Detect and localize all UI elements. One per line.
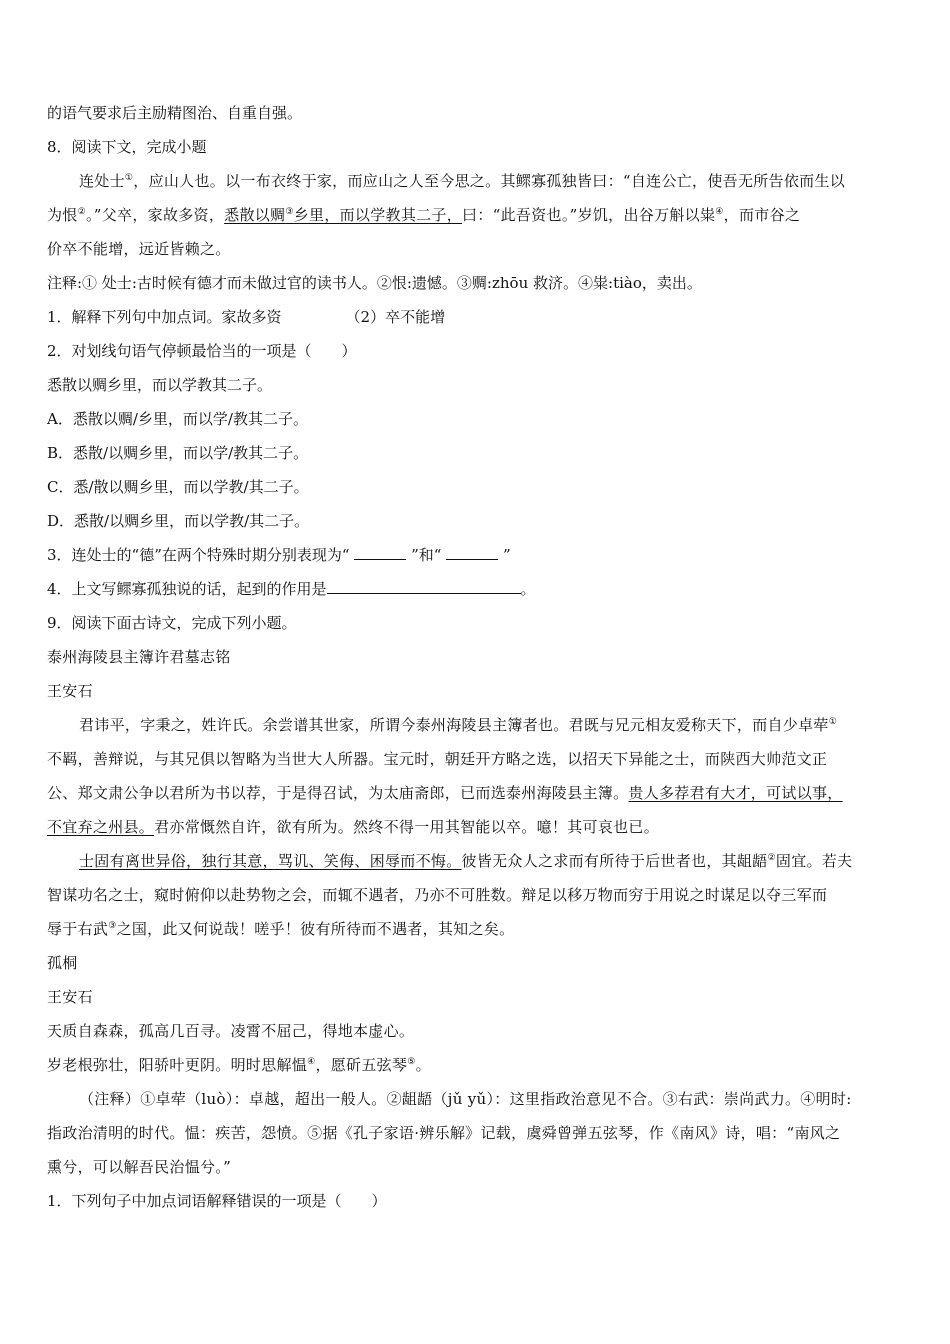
underlined-sentence: 士固有离世异俗，独行其意，骂讥、笑侮、困辱而不悔。	[79, 852, 462, 870]
passage-1-line-1: 连处士①，应山人也。以一布衣终于家，而应山之人至今思之。其鳏寡孤独皆曰：“自连公亡，使吾无所告依而生以	[79, 172, 846, 190]
poem-title: 孤桐	[47, 954, 78, 972]
essay-line-4: 不宜弃之州县。君亦常慨然自许，欲有所为。然终不得一用其智能以卒。噫！其可哀也已。	[47, 818, 660, 836]
answer-blank[interactable]	[327, 575, 521, 594]
note-2-line-2: 指政治清明的时代。愠：疾苦，怨愤。⑤据《孔子家语·辨乐解》记载，虞舜曾弹五弦琴，作《南风》诗，唱：“南风之	[47, 1124, 841, 1142]
question-9-title: 9．阅读下面古诗文，完成下列小题。	[47, 614, 297, 632]
essay-line-5: 士固有离世异俗，独行其意，骂讥、笑侮、困辱而不悔。彼皆无众人之求而有所待于后世者也，其龃龉②固宜。若夫	[79, 852, 853, 870]
poem-author: 王安石	[47, 988, 93, 1006]
document-page	[47, 96, 907, 1218]
question-9-1: 1．下列句子中加点词语解释错误的一项是（ ）	[47, 1192, 387, 1210]
question-4: 4．上文写鳏寡孤独说的话，起到的作用是 。	[47, 572, 907, 606]
question-3: 3．连处士的“德”在两个特殊时期分别表现为“ ”和“ ”	[47, 538, 907, 572]
essay-line-1: 君讳平，字秉之，姓许氏。余尝谱其世家，所谓今泰州海陵县主簿者也。君既与兄元相友爱称天下，而自少卓荦①	[79, 716, 838, 734]
text-line: 的语气要求后主励精图治、自重自强。	[47, 104, 303, 122]
option-c: C．悉/散以赒乡里，而以学教/其二子。	[47, 478, 309, 496]
note-1: 注释:① 处士:古时候有德才而未做过官的读书人。②恨:遗憾。③赒:zhōu 救济。④粜:tiào，卖出。	[47, 274, 702, 292]
underlined-sentence: 贵人多荐君有大才，可试以事，	[628, 784, 843, 802]
essay-line-2: 不羁，善辩说，与其兄俱以智略为当世大人所器。宝元时，朝廷开方略之选，以招天下异能之士，而陕西大帅范文正	[47, 750, 828, 768]
question-2-sentence: 悉散以赒乡里，而以学教其二子。	[47, 376, 273, 394]
passage-1-line-3: 价卒不能增，远近皆赖之。	[47, 240, 231, 258]
question-8-title: 8．阅读下文，完成小题	[47, 138, 207, 156]
question-2: 2．对划线句语气停顿最恰当的一项是（ ）	[47, 342, 357, 360]
option-b: B．悉散/以赒乡里，而以学/教其二子。	[47, 444, 309, 462]
answer-blank[interactable]	[354, 541, 406, 560]
question-1: 1．解释下列句中加点词。家故多资 （2）卒不能增	[47, 308, 446, 326]
essay-line-7: 辱于右武③之国，此又何说哉！嗟乎！彼有所待而不遇者，其知之矣。	[47, 920, 515, 938]
option-a: A．悉散以赒/乡里，而以学/教其二子。	[47, 410, 308, 428]
passage-1-line-2: 为恨②。”父卒，家故多资，悉散以赒③乡里，而以学教其二子，曰：“此吾资也。”岁饥，出谷万斛以粜④，而市谷之	[47, 206, 801, 224]
option-d: D．悉散/以赒乡里，而以学教/其二子。	[47, 512, 310, 530]
underlined-sentence: 不宜弃之州县。	[47, 818, 155, 836]
poem-line-2: 岁老根弥壮，阳骄叶更阴。明时思解愠④，愿斫五弦琴⑤。	[47, 1056, 431, 1074]
answer-blank[interactable]	[446, 541, 498, 560]
poem-line-1: 天质自森森，孤高几百寻。凌霄不屈己，得地本虚心。	[47, 1022, 415, 1040]
essay-title: 泰州海陵县主簿许君墓志铭	[47, 648, 231, 666]
essay-line-6: 智谋功名之士，窥时俯仰以赴势物之会，而辄不遇者，乃亦不可胜数。辩足以移万物而穷于用说之时谋足以夺三军而	[47, 886, 828, 904]
note-2-line-3: 熏兮，可以解吾民治愠兮。”	[47, 1158, 232, 1176]
essay-line-3: 公、郑文肃公争以君所为书以荐，于是得召试，为太庙斋郎，已而选泰州海陵县主簿。贵人多荐君有大才，可试以事，	[47, 784, 843, 802]
essay-author: 王安石	[47, 682, 93, 700]
note-2-line-1: （注释）①卓荦（luò）：卓越，超出一般人。②龃龉（jǔ yǔ）：这里指政治意见不合。③右武：崇尚武力。④明时:	[79, 1090, 852, 1108]
underlined-sentence: 悉散以赒③乡里，而以学教其二子，	[224, 206, 463, 224]
